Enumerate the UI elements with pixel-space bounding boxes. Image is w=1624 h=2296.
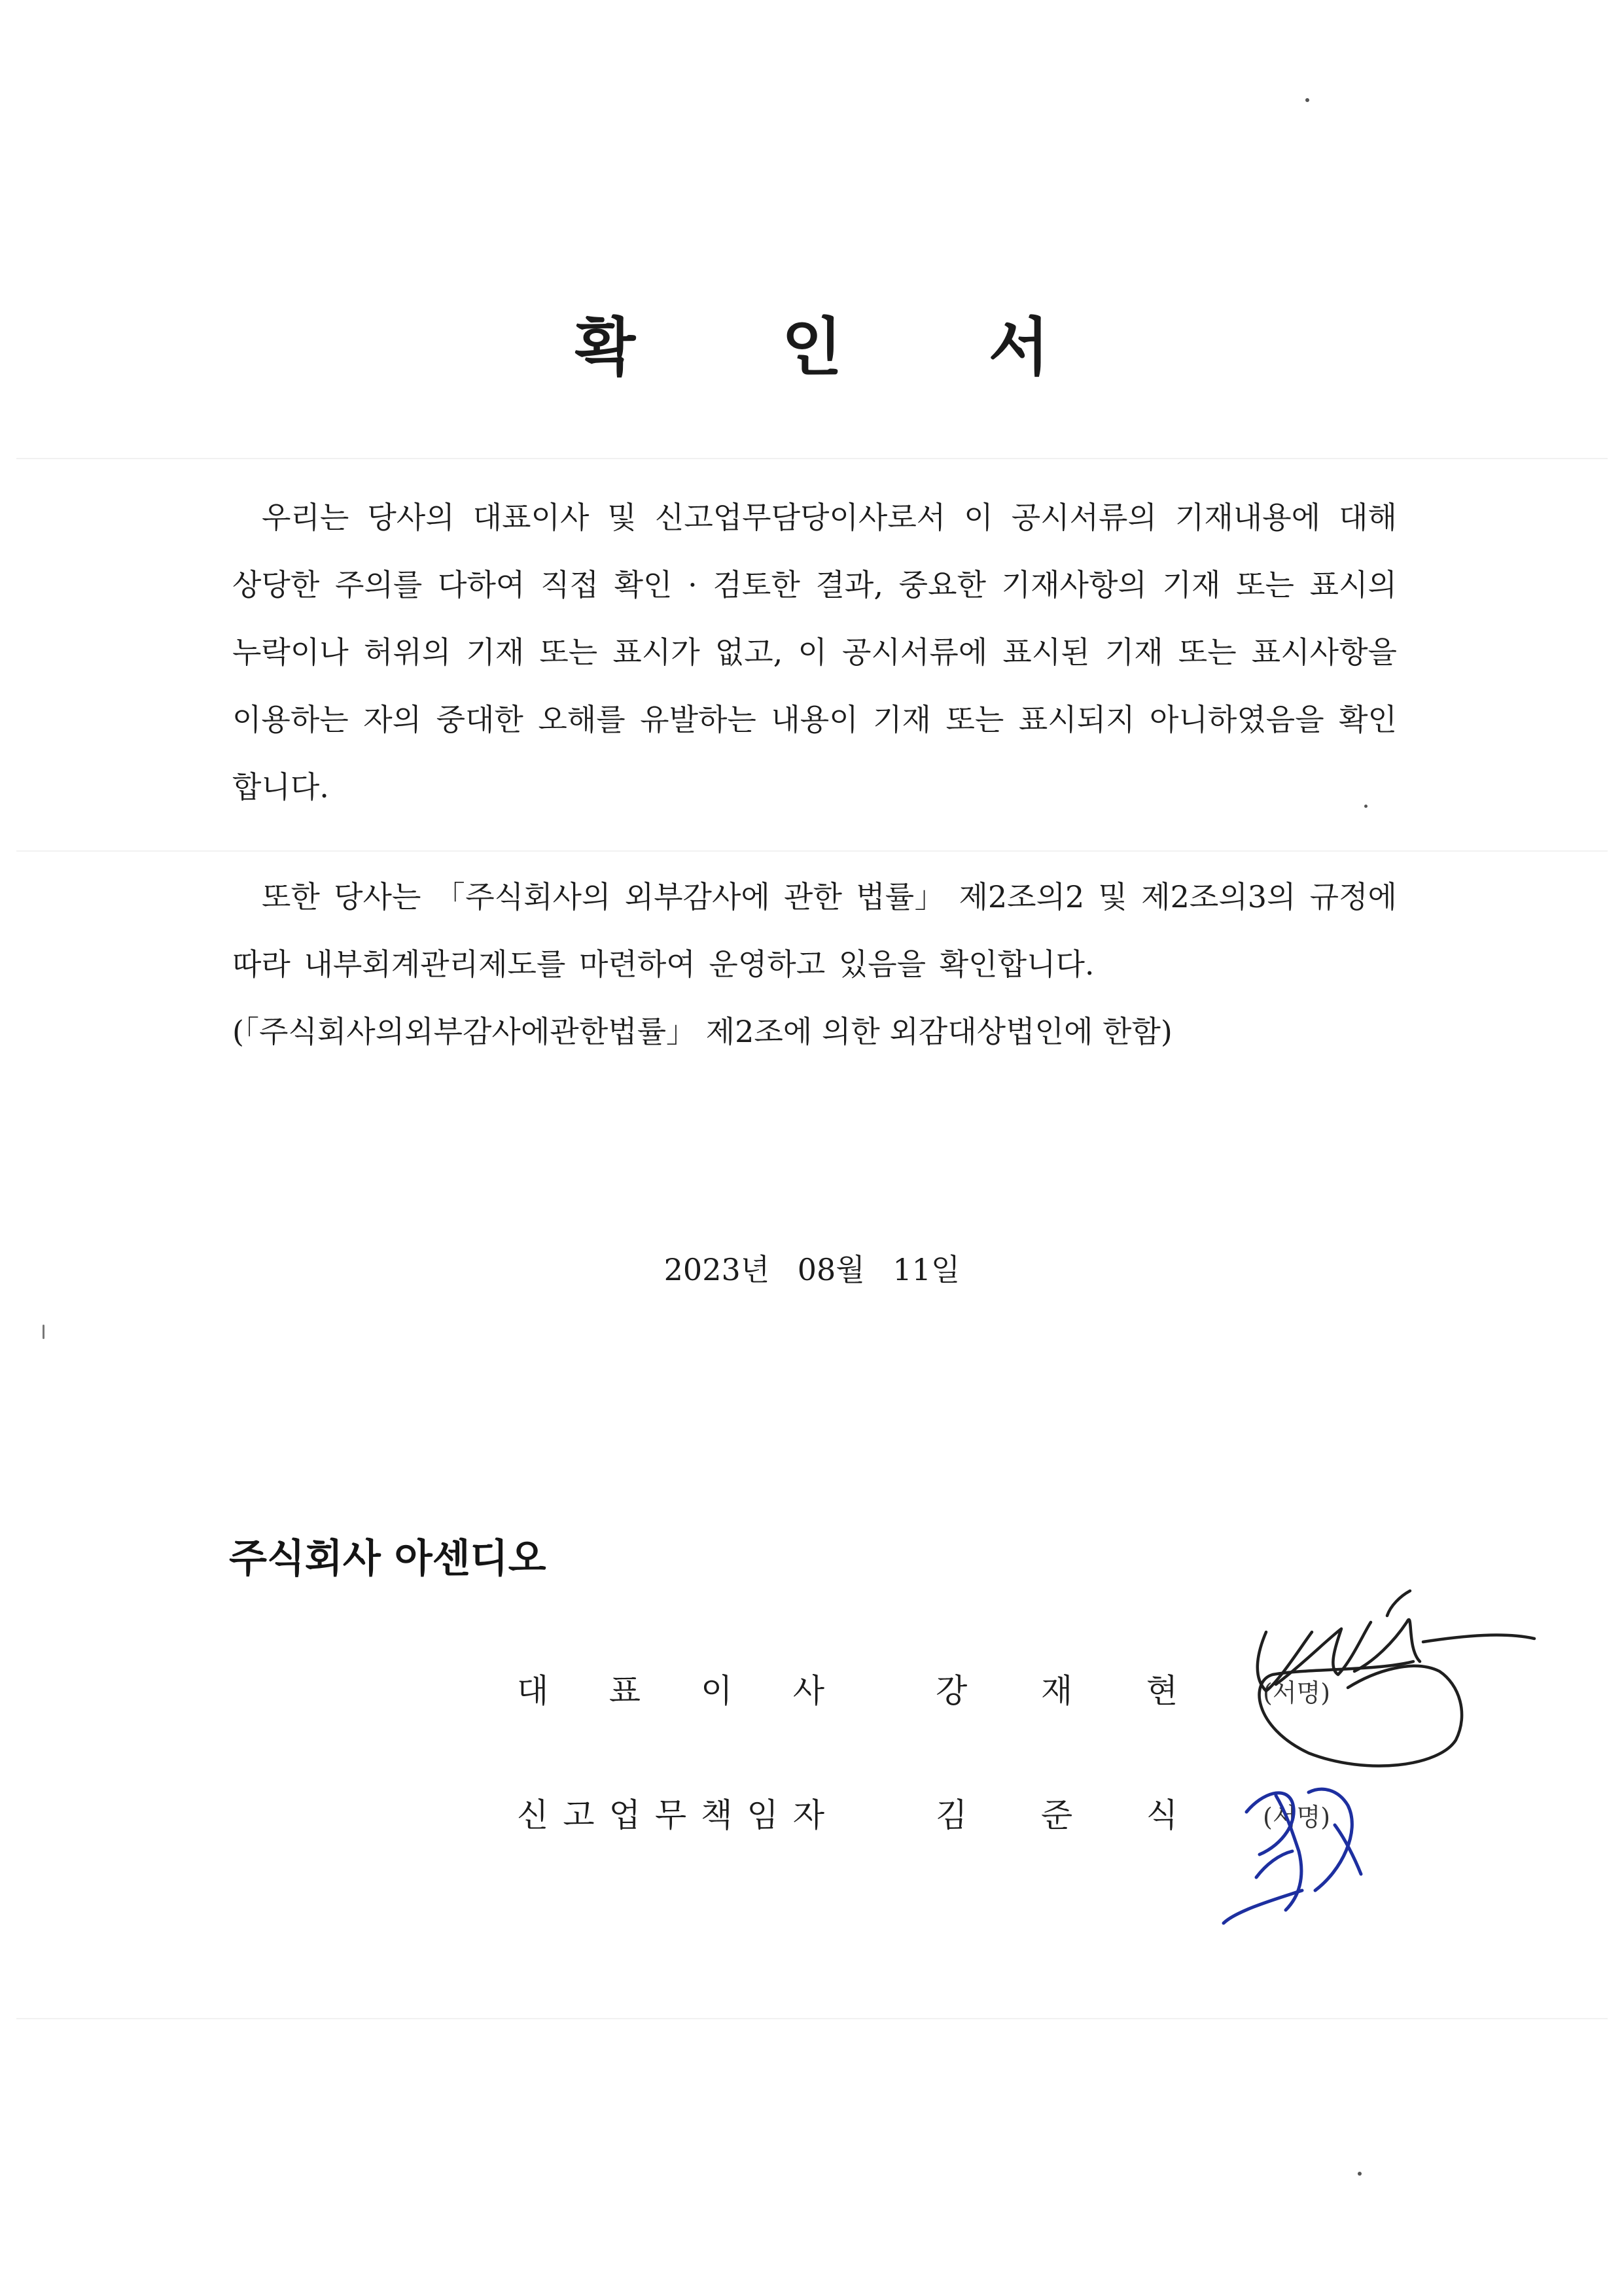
role-char: 대 [517,1672,549,1710]
signatory-name [936,1789,1178,1836]
scan-line [16,850,1608,852]
role-char: 업 [609,1796,641,1834]
scan-speck [1358,2172,1362,2176]
scan-line [16,2018,1608,2019]
role-char: 이 [701,1672,733,1710]
role-char: 임 [747,1796,779,1834]
signatory-role [517,1789,824,1836]
signatory-name [936,1665,1178,1712]
signatory-disclosure-officer [517,1789,1368,1841]
role-char: 고 [563,1796,595,1834]
signatory-ceo [517,1665,1368,1717]
scope-note: (「주식회사의외부감사에관한법률」 제2조에 의한 외감대상법인에 한함) [232,1014,1173,1049]
scan-speck [1305,98,1309,102]
role-char: 표 [609,1672,641,1710]
name-char: 강 [936,1672,968,1710]
scan-line [16,458,1608,459]
signatory-role [517,1665,824,1712]
document-date: 2023년 08월 11일 [663,1252,961,1287]
sign-mark: (서명) [1263,1803,1331,1832]
internal-control-paragraph: 또한 당사는 「주식회사의 외부감사에 관한 법률」 제2조의2 및 제2조의3의 규정에 따라 내부회계관리제도를 마련하여 운영하고 있음을 확인합니다. [232,879,1397,982]
scan-speck [1364,805,1368,808]
role-char: 무 [654,1796,687,1834]
sign-mark: (서명) [1263,1679,1331,1707]
role-char: 사 [792,1672,824,1710]
name-char: 준 [1040,1796,1073,1834]
scan-speck [43,1325,44,1339]
company-name: 주식회사 아센디오 [229,1536,546,1582]
name-char: 재 [1040,1672,1073,1710]
name-char: 현 [1146,1672,1178,1710]
name-char: 김 [936,1796,968,1834]
role-char: 책 [701,1796,733,1834]
document-title: 확 인 서 [574,311,1112,384]
name-char: 식 [1146,1796,1178,1834]
role-char: 신 [517,1796,549,1834]
role-char: 자 [792,1796,824,1834]
confirmation-paragraph: 우리는 당사의 대표이사 및 신고업무담당이사로서 이 공시서류의 기재내용에 대해 상당한 주의를 다하여 직접 확인 · 검토한 결과, 중요한 기재사항의 기재 또는 표시의 누락이나 허위의 기재 또는 표시가 없고, 이 공시서류에 표시된 기재 또는 표시사항을 이용하는 자의 중대한 오해를 유발하는 내용이 기재 또는 표시되지 아니하였음을 확인합니다. [232,500,1397,805]
